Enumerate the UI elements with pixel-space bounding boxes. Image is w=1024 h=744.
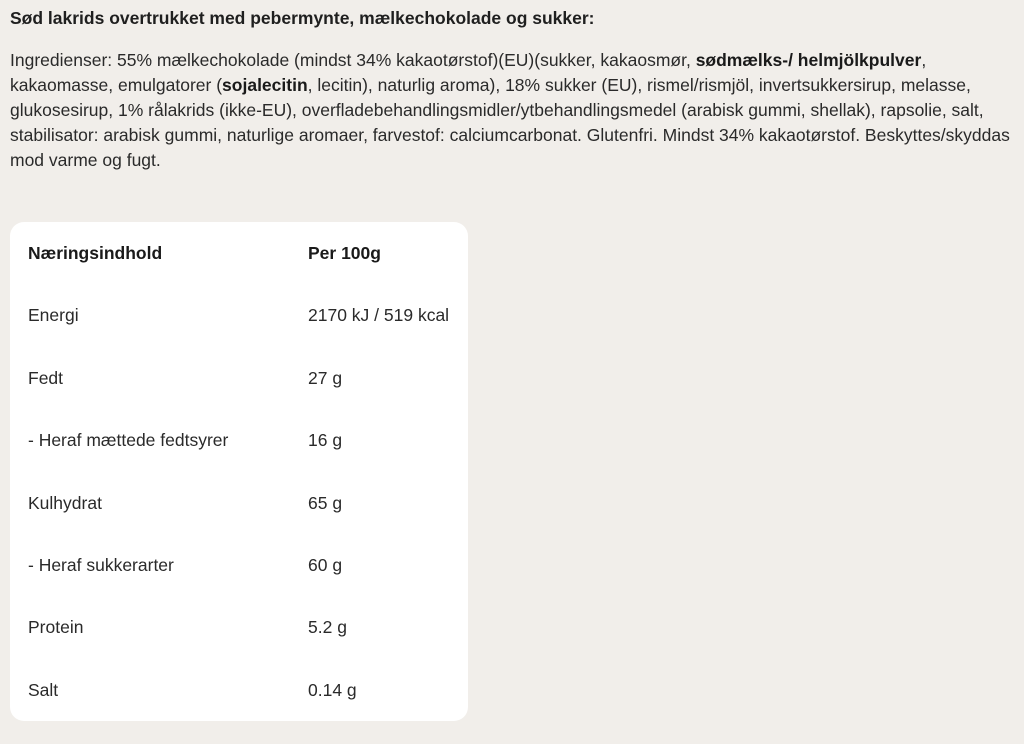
nutrient-value: 27 g (308, 367, 343, 388)
nutrient-name: Energi (28, 305, 79, 326)
nutrition-row-carbohydrate (10, 472, 468, 534)
allergen-soy-lecithin: sojalecitin (222, 75, 308, 95)
nutrition-header-value: Per 100g (308, 243, 381, 263)
nutrient-name: Protein (28, 617, 84, 638)
nutrient-name: Kulhydrat (28, 492, 102, 513)
ingredients-part-1: Ingredienser: 55% mælkechokolade (mindst 34% kakaotørstof)(EU)(sukker, kakaosmør, (10, 50, 696, 70)
nutrition-header-row (10, 222, 468, 284)
nutrition-row-protein (10, 596, 468, 658)
nutrition-header-name: Næringsindhold (28, 243, 163, 263)
nutrition-card (10, 222, 468, 721)
ingredients-text (10, 48, 1020, 173)
nutrient-name: - Heraf mættede fedtsyrer (28, 430, 229, 451)
ingredients-part-2: , kakaomasse, emulgatorer ( (10, 50, 927, 95)
nutrient-value: 16 g (308, 430, 343, 451)
product-heading: Sød lakrids overtrukket med pebermynte, mælkechokolade og sukker: (10, 8, 595, 28)
nutrient-name: Fedt (28, 367, 64, 388)
nutrition-table (10, 222, 468, 721)
nutrition-row-sugars (10, 534, 468, 596)
nutrient-value: 5.2 g (308, 617, 347, 638)
nutrient-value: 2170 kJ / 519 kcal (308, 305, 450, 326)
nutrient-value: 60 g (308, 554, 343, 575)
nutrition-row-energy (10, 284, 468, 346)
nutrition-row-fat (10, 347, 468, 409)
nutrient-value: 65 g (308, 492, 343, 513)
nutrient-name: - Heraf sukkerarter (28, 554, 174, 575)
ingredients-part-3: , lecitin), naturlig aroma), 18% sukker (EU), rismel/rismjöl, invertsukkersirup, melasse, glukosesirup, 1% rålakrids (ikke-EU), overfladebehandlingsmidler/ytbehandlingsmedel (arabisk gummi, shellak), rapsolie, salt, stabilisator: arabisk gummi, naturlige aromaer, farvestof: calciumcarbonat. Glutenfri. Mindst 34% kakaotørstof. Beskyttes/skyddas mod varme og fugt. (10, 75, 1010, 170)
allergen-milk-powder: sødmælks-/ helmjölkpulver (695, 50, 922, 70)
nutrient-name: Salt (28, 679, 59, 700)
nutrition-row-saturated-fat (10, 409, 468, 471)
nutrient-value: 0.14 g (308, 679, 357, 700)
nutrition-row-salt (10, 659, 468, 721)
